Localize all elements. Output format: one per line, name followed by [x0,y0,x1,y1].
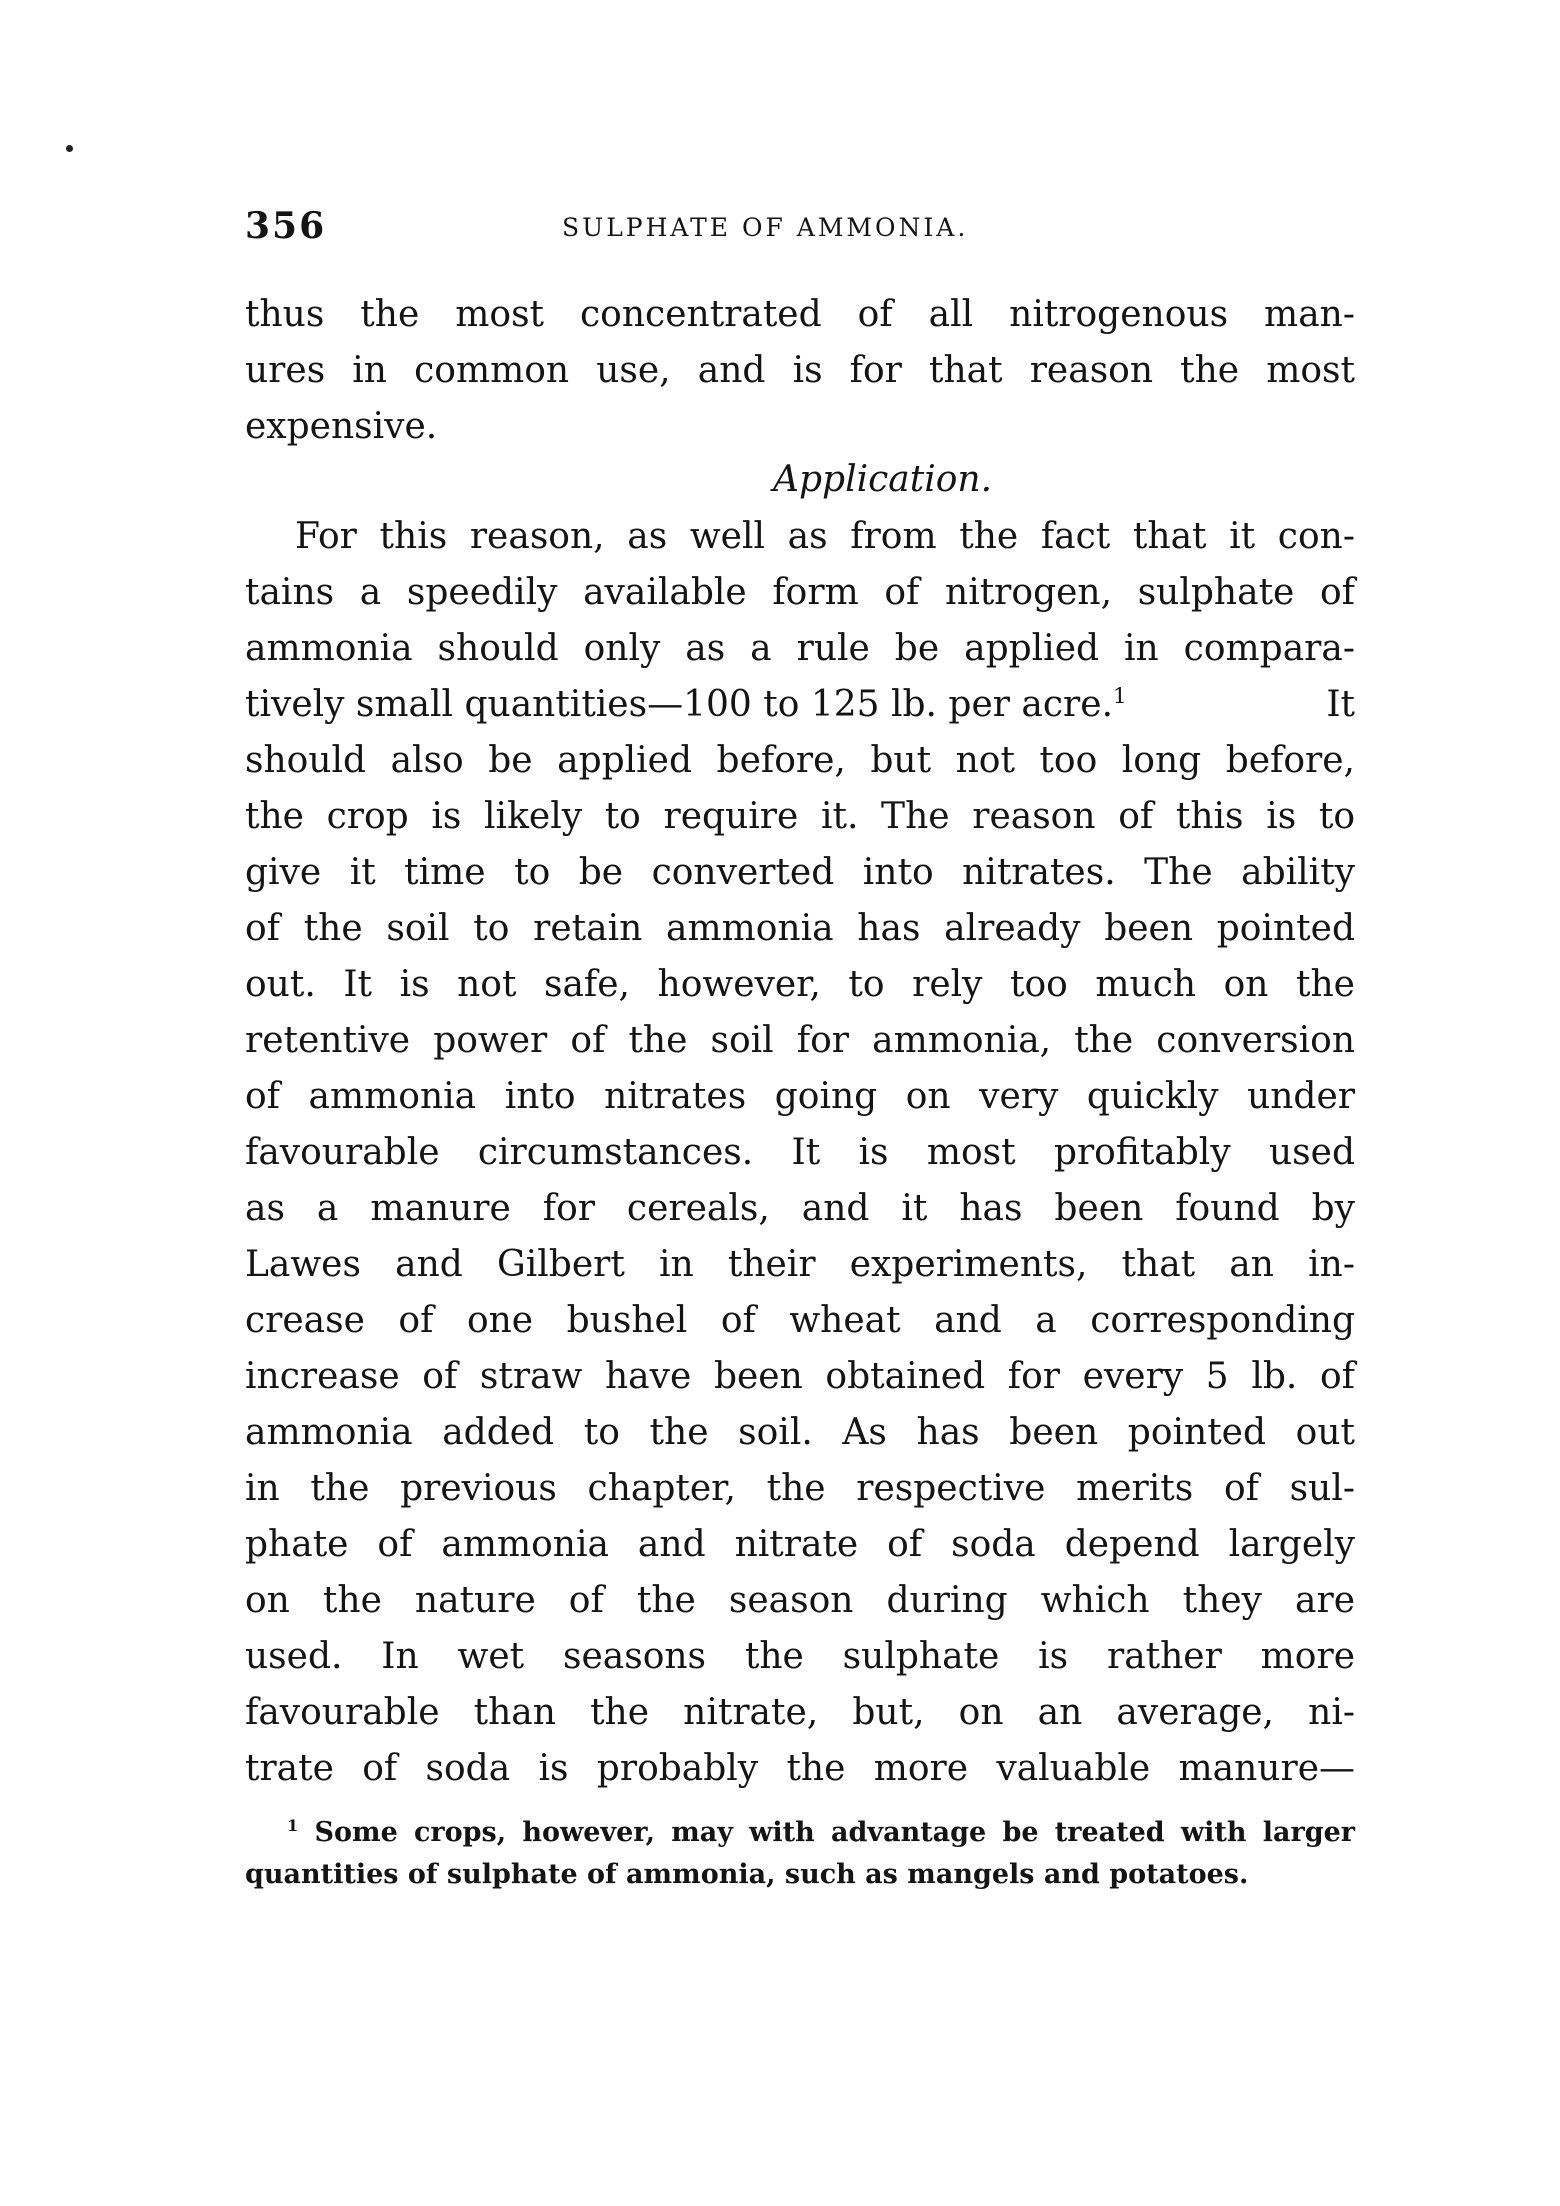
paragraph-line: crease of one bushel of wheat and a corresponding [245,1300,1355,1341]
footnote-line [245,1812,1355,1854]
paragraph-line: of the soil to retain ammonia has already been pointed [245,908,1355,949]
footnote-marker: 1 [287,1816,299,1835]
running-head [245,205,1355,255]
paragraph-line: retentive power of the soil for ammonia, the conversion [245,1020,1355,1061]
paragraph-line: trate of soda is probably the more valuable manure— [245,1748,1355,1789]
paragraph-line: out. It is not safe, however, to rely too much on the [245,964,1355,1005]
page-number: 356 [245,205,327,247]
paragraph-line: increase of straw have been obtained for every 5 lb. of [245,1356,1355,1397]
footnote-text: Some crops, however, may with advantage be treated with larger [314,1817,1355,1848]
paragraph-line: as a manure for cereals, and it has been found by [245,1188,1355,1229]
paragraph-line: in the previous chapter, the respective merits of sul- [245,1468,1355,1509]
paragraph-line: favourable circumstances. It is most profitably used [245,1132,1355,1173]
paragraph-line-text: tively small quantities—100 to 125 lb. per acre. [245,684,1114,725]
footnote-line: quantities of sulphate of ammonia, such as mangels and potatoes. [245,1859,1249,1890]
paragraph-line: Lawes and Gilbert in their experiments, that an in- [245,1244,1355,1285]
paragraph-line: phate of ammonia and nitrate of soda depend largely [245,1524,1355,1565]
paragraph-line: give it time to be converted into nitrates. The ability [245,852,1355,893]
section-heading: Application. [772,459,993,500]
text-line: expensive. [245,406,438,447]
paragraph-line-with-footnote [245,680,1355,730]
paragraph-line-tail: It [1326,684,1355,725]
paragraph-line: tains a speedily available form of nitrogen, sulphate of [245,572,1355,613]
running-title: SULPHATE OF AMMONIA. [562,213,969,242]
text-line: thus the most concentrated of all nitrogenous man- [245,294,1355,335]
paragraph-line: favourable than the nitrate, but, on an average, ni- [245,1692,1355,1733]
text-line: ures in common use, and is for that reason the most [245,350,1355,391]
paragraph-line: ammonia should only as a rule be applied in compara- [245,628,1355,669]
print-speck [66,145,73,152]
paragraph-line: For this reason, as well as from the fact that it con- [295,516,1355,557]
paragraph-line: should also be applied before, but not too long before, [245,740,1355,781]
paragraph-line: the crop is likely to require it. The reason of this is to [245,796,1355,837]
paragraph-line: of ammonia into nitrates going on very quickly under [245,1076,1355,1117]
paragraph-line: ammonia added to the soil. As has been pointed out [245,1412,1355,1453]
footnote-reference: 1 [1113,684,1127,709]
paragraph-line: used. In wet seasons the sulphate is rather more [245,1636,1355,1677]
paragraph-line: on the nature of the season during which they are [245,1580,1355,1621]
